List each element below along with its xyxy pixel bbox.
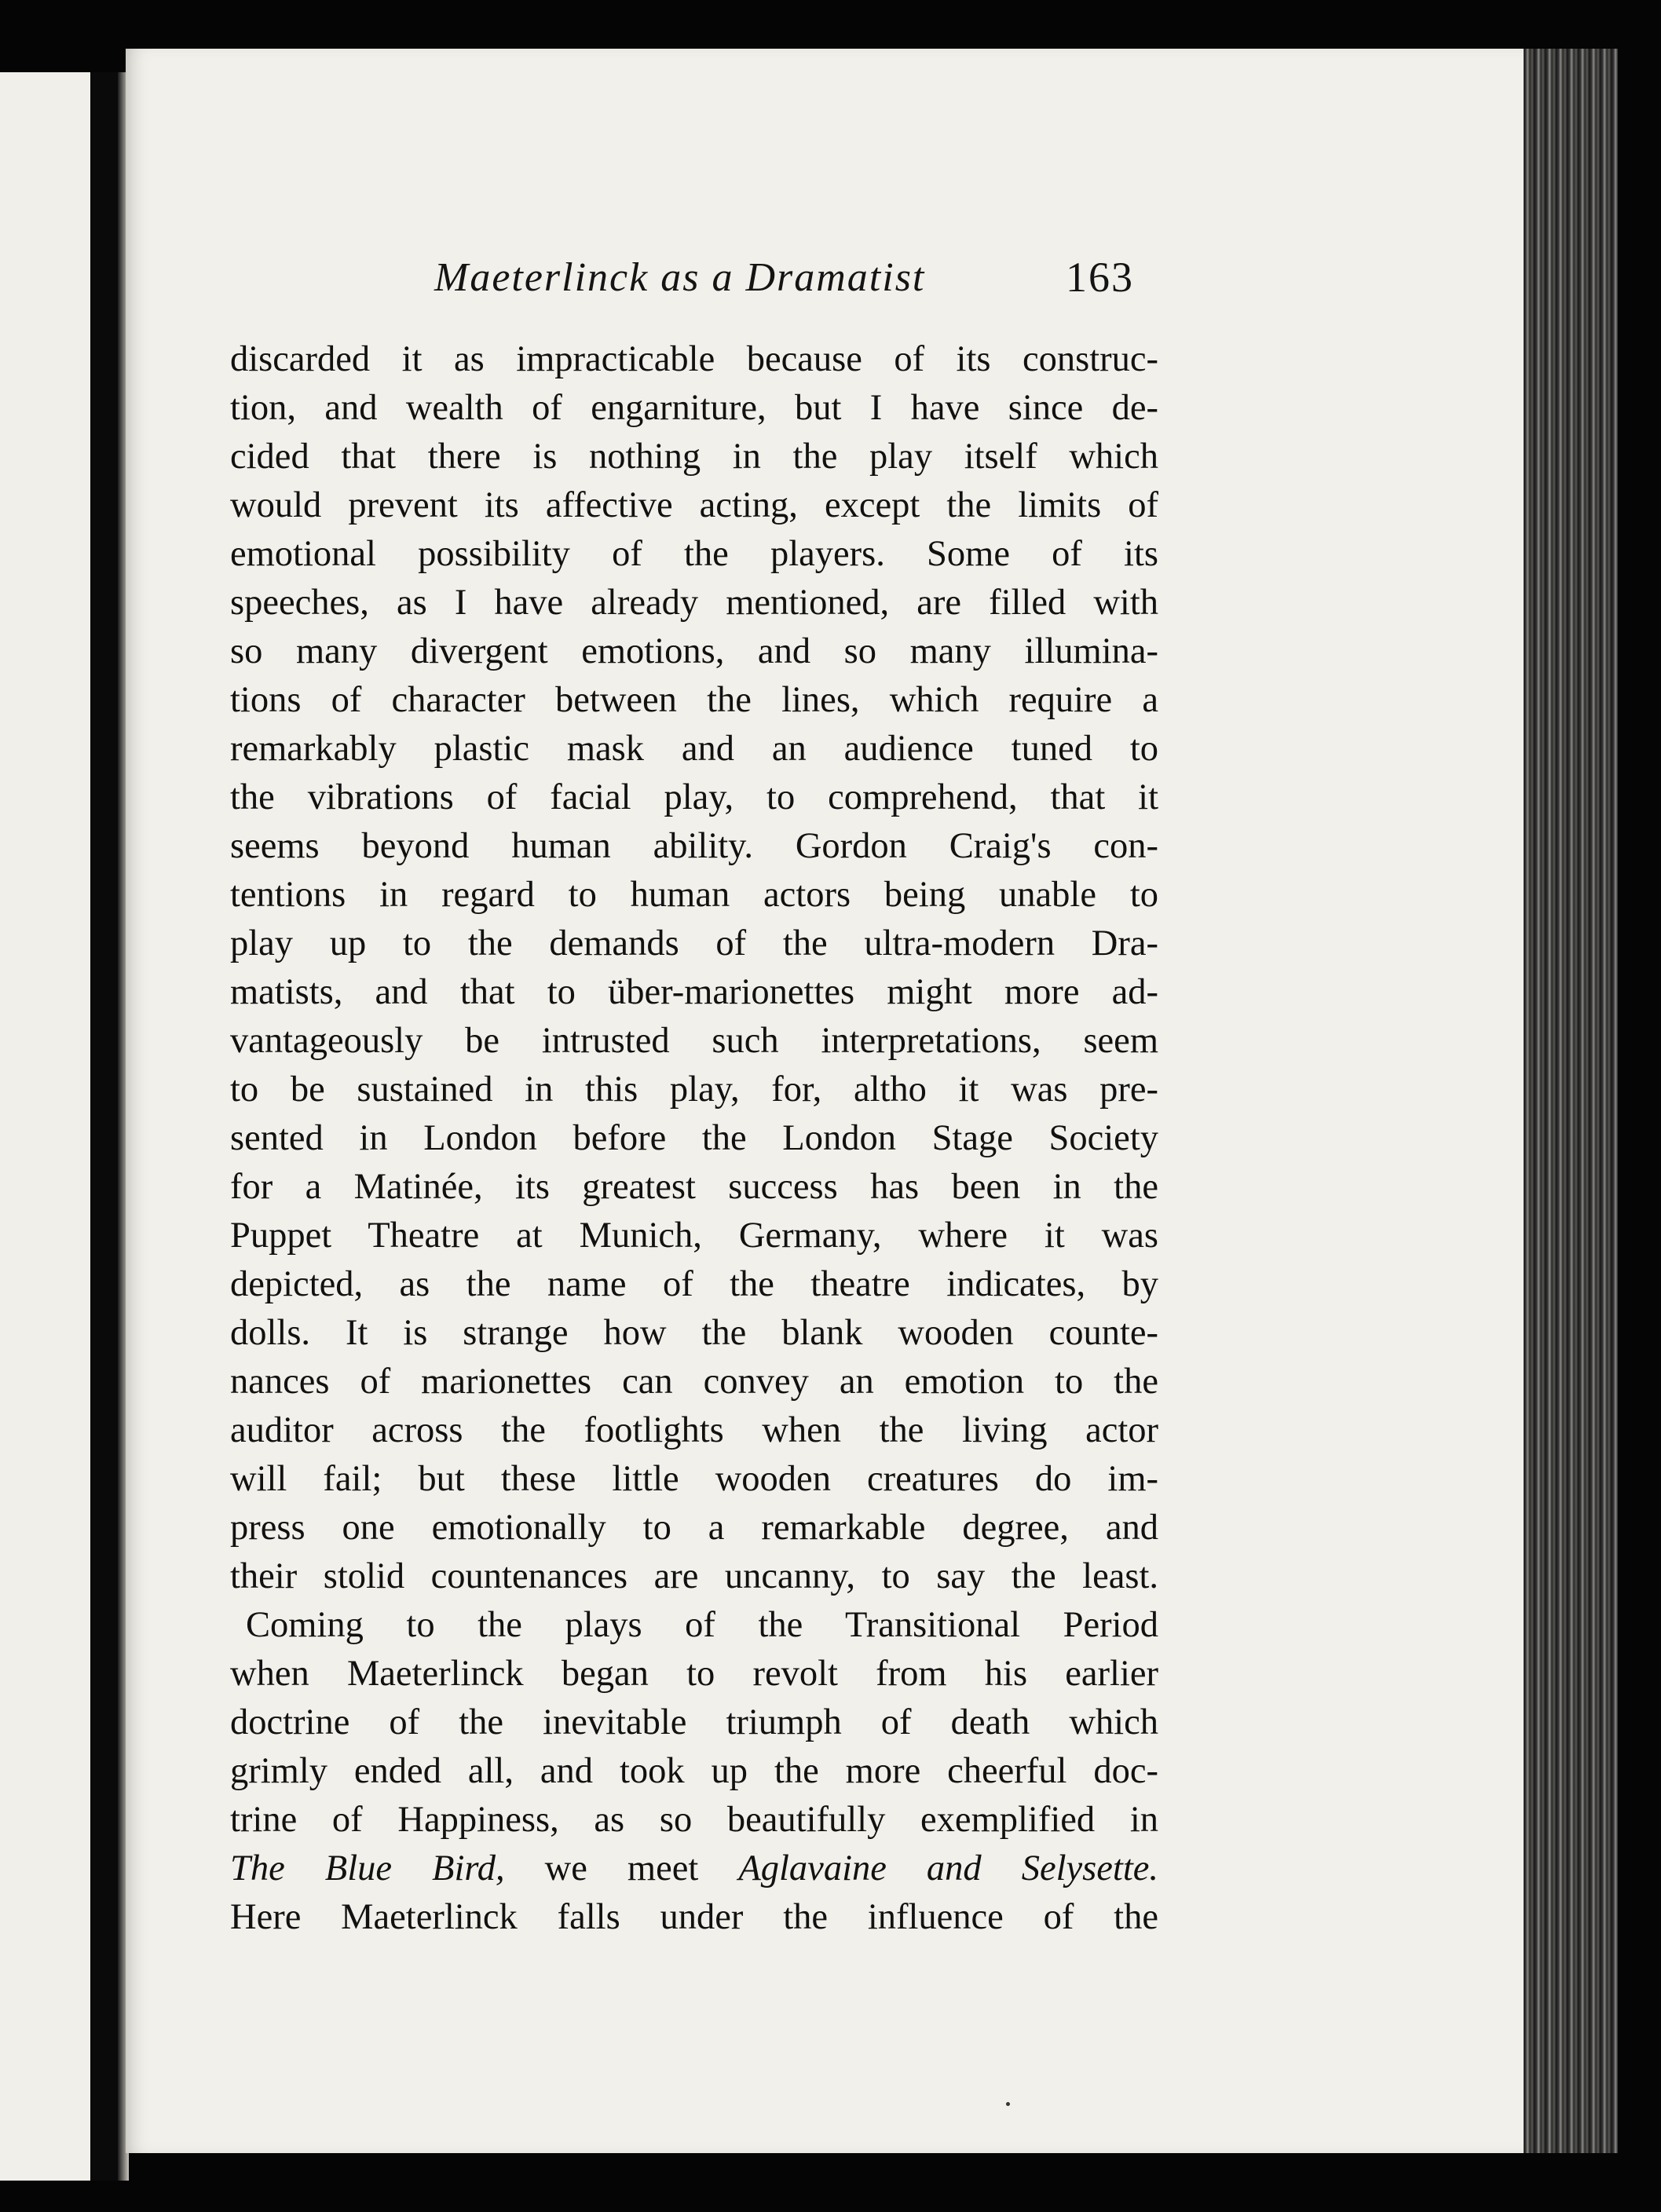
text-line: when Maeterlinck began to revolt from his earlier: [230, 1654, 1158, 1694]
text-line: cided that there is nothing in the play itself which: [230, 437, 1158, 477]
page-edges: [1524, 49, 1626, 2153]
text-line: tentions in regard to human actors being unable to: [230, 875, 1158, 915]
text-line: matists, and that to über-marionettes might more ad-: [230, 972, 1158, 1012]
text-line: nances of marionettes can convey an emotion to the: [230, 1362, 1158, 1402]
body-text: [230, 335, 1158, 1942]
page-number: 163: [1066, 254, 1134, 301]
text-line: seems beyond human ability. Gordon Craig's con-: [230, 826, 1158, 866]
text-line: depicted, as the name of the theatre indicates, by: [230, 1264, 1158, 1304]
running-title: Maeterlinck as a Dramatist: [434, 255, 926, 300]
text-line: play up to the demands of the ultra-modern Dra-: [230, 923, 1158, 963]
text-line: dolls. It is strange how the blank wooden counte-: [230, 1313, 1158, 1353]
play-title-aglavaine: Aglavaine and Selysette.: [738, 1848, 1159, 1888]
play-title-blue-bird: The Blue Bird,: [230, 1848, 505, 1888]
text-line: press one emotionally to a remarkable degree, and: [230, 1508, 1158, 1548]
paragraph-start-line: Coming to the plays of the Transitional Period: [246, 1605, 1158, 1645]
text-line: the vibrations of facial play, to comprehend, that it: [230, 777, 1158, 817]
running-head: [126, 247, 1531, 309]
text-line: for a Matinée, its greatest success has been in the: [230, 1167, 1158, 1207]
text-line: auditor across the footlights when the living actor: [230, 1410, 1158, 1450]
text-line: sented in London before the London Stage Society: [230, 1118, 1158, 1158]
text-line: will fail; but these little wooden creatures do im-: [230, 1459, 1158, 1499]
paragraph-end-line: their stolid countenances are uncanny, to say the least.: [230, 1556, 1158, 1596]
text-line: emotional possibility of the players. Some of its: [230, 534, 1158, 574]
text-line: vantageously be intrusted such interpretations, seem: [230, 1021, 1158, 1061]
text-fragment: we meet: [504, 1848, 739, 1888]
text-line: trine of Happiness, as so beautifully exemplified in: [230, 1800, 1158, 1840]
text-line: tions of character between the lines, which require a: [230, 680, 1158, 720]
book-gutter: [90, 72, 122, 2181]
text-line: grimly ended all, and took up the more cheerful doc-: [230, 1751, 1158, 1791]
text-line: would prevent its affective acting, except the limits of: [230, 485, 1158, 525]
text-line: so many divergent emotions, and so many illumina-: [230, 631, 1158, 671]
facing-page: [0, 72, 93, 2181]
text-line: Puppet Theatre at Munich, Germany, where it was: [230, 1216, 1158, 1256]
scan-border: [1618, 0, 1661, 2212]
text-line-with-titles: [230, 1845, 1158, 1893]
text-line: tion, and wealth of engarniture, but I have since de-: [230, 388, 1158, 428]
text-line: remarkably plastic mask and an audience tuned to: [230, 729, 1158, 769]
text-line: Here Maeterlinck falls under the influence of the: [230, 1897, 1158, 1937]
text-line: to be sustained in this play, for, altho it was pre-: [230, 1069, 1158, 1110]
text-line: discarded it as impracticable because of its construc-: [230, 339, 1158, 379]
printer-mark: [1006, 2102, 1010, 2106]
book-page: [126, 49, 1531, 2153]
text-line: doctrine of the inevitable triumph of death which: [230, 1702, 1158, 1742]
text-line: speeches, as I have already mentioned, are filled with: [230, 583, 1158, 623]
